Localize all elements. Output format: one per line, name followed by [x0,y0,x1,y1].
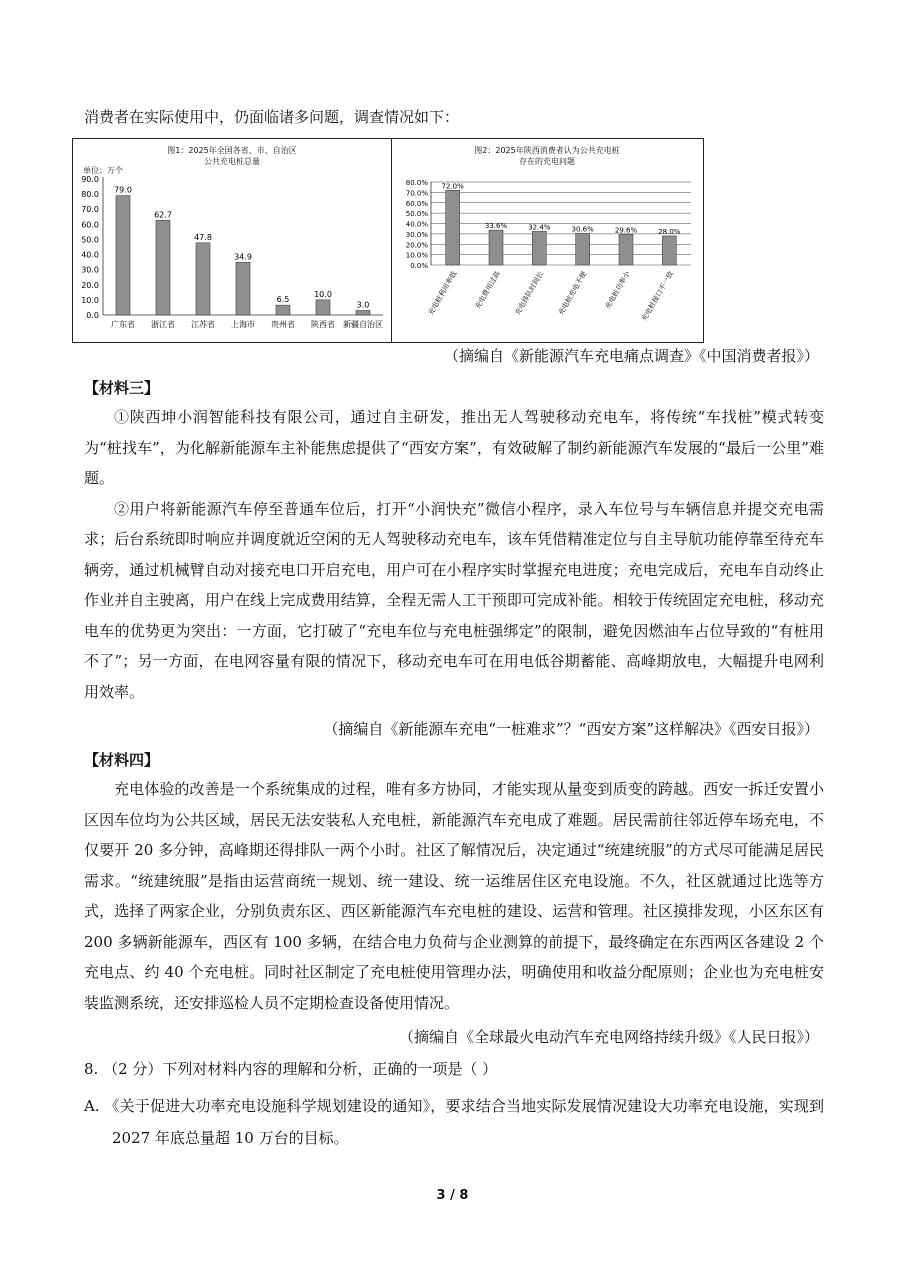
chart1-category-label: 贵州省 [271,320,295,329]
chart1-y-tick-label: 0.0 [86,311,99,320]
chart1-category-label: 陕西省 [311,320,335,329]
material4-body [84,774,824,1018]
chart2-y-tick-label: 40.0% [405,220,428,229]
chart2-bar [489,230,503,265]
option-a[interactable]: A. 《关于促进大功率充电设施科学规划建设的通知》，要求结合当地实际发展情况建设大功率充电设施，实现到 2027 年底总量超 10 万台的目标。 [84,1097,824,1147]
question-8-options [84,1090,824,1154]
material4-paragraph-1: 充电体验的改善是一个系统集成的过程，唯有多方协同，才能实现从量变到质变的跨越。西安一拆迁安置小区因车位均为公共区域，居民无法安装私人充电桩，新能源汽车充电成了难题。居民需前往邻近停车场充电，不仅要开 20 多分钟，高峰期还得排队一两个小时。社区了解情况后，决定通过“统建统服”的方式尽可能满足居民需求。“统建统服”是指由运营商统一规划、统一建设、统一运维居住区充电设施。不久，社区就通过比选等方式，选择了两家企业，分别负责东区、西区新能源汽车充电桩的建设、运营和管理。社区摸排发现，小区东区有 200 多辆新能源车，西区有 100 多辆，在结合电力负荷与企业测算的前提下，最终确定在东西两区各建设 2 个充电点、约 40 个充电桩。同时社区制定了充电桩使用管理办法，明确使用和收益分配原则；企业也为充电桩安装监测系统，还安排巡检人员不定期检查设备使用情况。 [84,780,824,1012]
chart1-data-label: 3.0 [356,300,370,310]
chart2-category-label: 充电桩充电不便 [556,270,589,317]
chart1-y-tick-label: 50.0 [81,235,99,245]
question-8-stem: 8. （2 分）下列对材料内容的理解和分析，正确的一项是（ ） [84,1060,498,1078]
chart2-y-tick-label: 0.0% [410,262,428,270]
chart1-bar [116,196,130,315]
chart1-category-label: 江苏省 [191,320,215,329]
chart1-bar [356,310,370,315]
chart2-data-label: 33.6% [484,222,508,231]
source-4: （摘编自《全球最火电动汽车充电网络持续升级》《人民日报》） [398,1028,819,1046]
chart1-title-line1: 图1：2025年全国各省、市、自治区 [167,146,297,155]
chart1-bar [156,220,170,315]
chart2-data-label: 32.4% [528,223,551,232]
chart1-data-label: 79.0 [114,185,132,195]
chart1-bar [276,305,290,315]
chart2-title-line1: 图2：2025年陕西消费者认为公共充电桩 [474,146,620,155]
chart1-category-label: 浙江省 [151,320,175,329]
chart1-data-label: 34.9 [234,252,252,262]
chart1-y-tick-label: 90.0 [81,175,99,184]
intro-text: 消费者在实际使用中，仍面临诸多问题，调查情况如下： [84,108,460,126]
chart1-svg [73,139,391,342]
chart1-y-tick-label: 40.0 [81,250,99,260]
chart-charging-problems [391,139,703,342]
chart1-y-tick-label: 10.0 [81,295,99,305]
chart2-bar [576,233,590,265]
chart2-data-label: 30.6% [571,225,594,234]
chart2-svg [391,139,703,342]
chart2-category-label: 充电费用过高 [473,270,502,311]
material3-body [84,402,824,707]
material4-heading: 【材料四】 [84,751,160,769]
page-number: 3 / 8 [436,1188,469,1203]
chart1-y-tick-label: 70.0 [81,205,99,215]
chart2-category-label: 充电排队时间长 [513,270,546,317]
material3-heading: 【材料三】 [84,379,160,397]
chart2-title-line2: 存在的充电问题 [519,157,575,166]
chart1-data-label: 6.5 [276,295,290,305]
material3-paragraph-1: ①陕西坤小润智能科技有限公司，通过自主研发，推出无人驾驶移动充电车，将传统“车找桩”模式转变为“桩找车”，为化解新能源车主补能焦虑提供了“西安方案”，有效破解了制约新能源汽车发展的“最后一公里”难题。 [84,408,824,487]
chart1-data-label: 10.0 [314,289,332,299]
chart1-unit: 单位：万个 [83,166,123,175]
chart2-category-label: 充电桩接口不一致 [640,270,676,323]
chart1-y-tick-label: 60.0 [81,220,99,230]
chart2-y-tick-label: 80.0% [405,179,428,187]
chart1-y-tick-label: 80.0 [81,190,99,200]
source-3: （摘编自《新能源车充电“一桩难求”？“西安方案”这样解决》《西安日报》） [323,720,819,738]
chart2-category-label: 充电桩功率小 [603,270,632,311]
chart-province-chargers [73,139,392,342]
chart2-data-label: 72.0% [441,182,464,191]
chart2-y-tick-label: 60.0% [405,199,428,208]
chart2-data-label: 28.0% [658,227,681,236]
chart2-data-label: 29.6% [614,226,638,235]
chart2-category-label: 充电桩利用率低 [426,270,459,317]
chart1-data-label: 62.7 [154,210,172,220]
chart2-y-tick-label: 50.0% [405,210,428,219]
chart1-bar [196,243,210,315]
chart2-y-tick-label: 70.0% [405,189,428,198]
chart1-title-line2: 公共充电桩总量 [204,157,260,166]
chart1-y-tick-label: 20.0 [81,280,99,290]
chart1-bar [236,262,250,315]
chart1-category-label: 上海市 [231,320,255,329]
chart2-y-tick-label: 30.0% [405,230,428,239]
chart2-bar [532,231,546,265]
chart1-bar [316,300,330,315]
chart2-bar [446,190,460,265]
chart2-y-tick-label: 20.0% [405,241,428,250]
charts-frame [72,138,704,343]
chart1-data-label: 47.8 [194,232,212,242]
chart1-category-label: 新疆自治区 [343,320,383,329]
chart2-bar [619,234,633,265]
material3-paragraph-2: ②用户将新能源汽车停至普通车位后，打开“小润快充”微信小程序，录入车位号与车辆信息并提交充电需求；后台系统即时响应并调度就近空闲的无人驾驶移动充电车，该车凭借精准定位与自主导航功能停靠至待充车辆旁，通过机械臂自动对接充电口开启充电，用户可在小程序实时掌握充电进度；充电完成后，充电车自动终止作业并自主驶离，用户在线上完成费用结算，全程无需人工干预即可完成补能。相较于传统固定充电桩，移动充电车的优势更为突出：一方面，它打破了“充电车位与充电桩强绑定”的限制，避免因燃油车占位导致的“有桩用不了”；另一方面，在电网容量有限的情况下，移动充电车可在用电低谷期蓄能、高峰期放电，大幅提升电网利用效率。 [84,499,824,701]
chart2-y-tick-label: 10.0% [405,251,428,260]
source-1: （摘编自《新能源汽车充电痛点调查》《中国消费者报》） [443,347,819,365]
chart2-bar [662,236,676,265]
chart1-category-label: 广东省 [111,320,135,329]
chart1-y-tick-label: 30.0 [81,265,99,275]
